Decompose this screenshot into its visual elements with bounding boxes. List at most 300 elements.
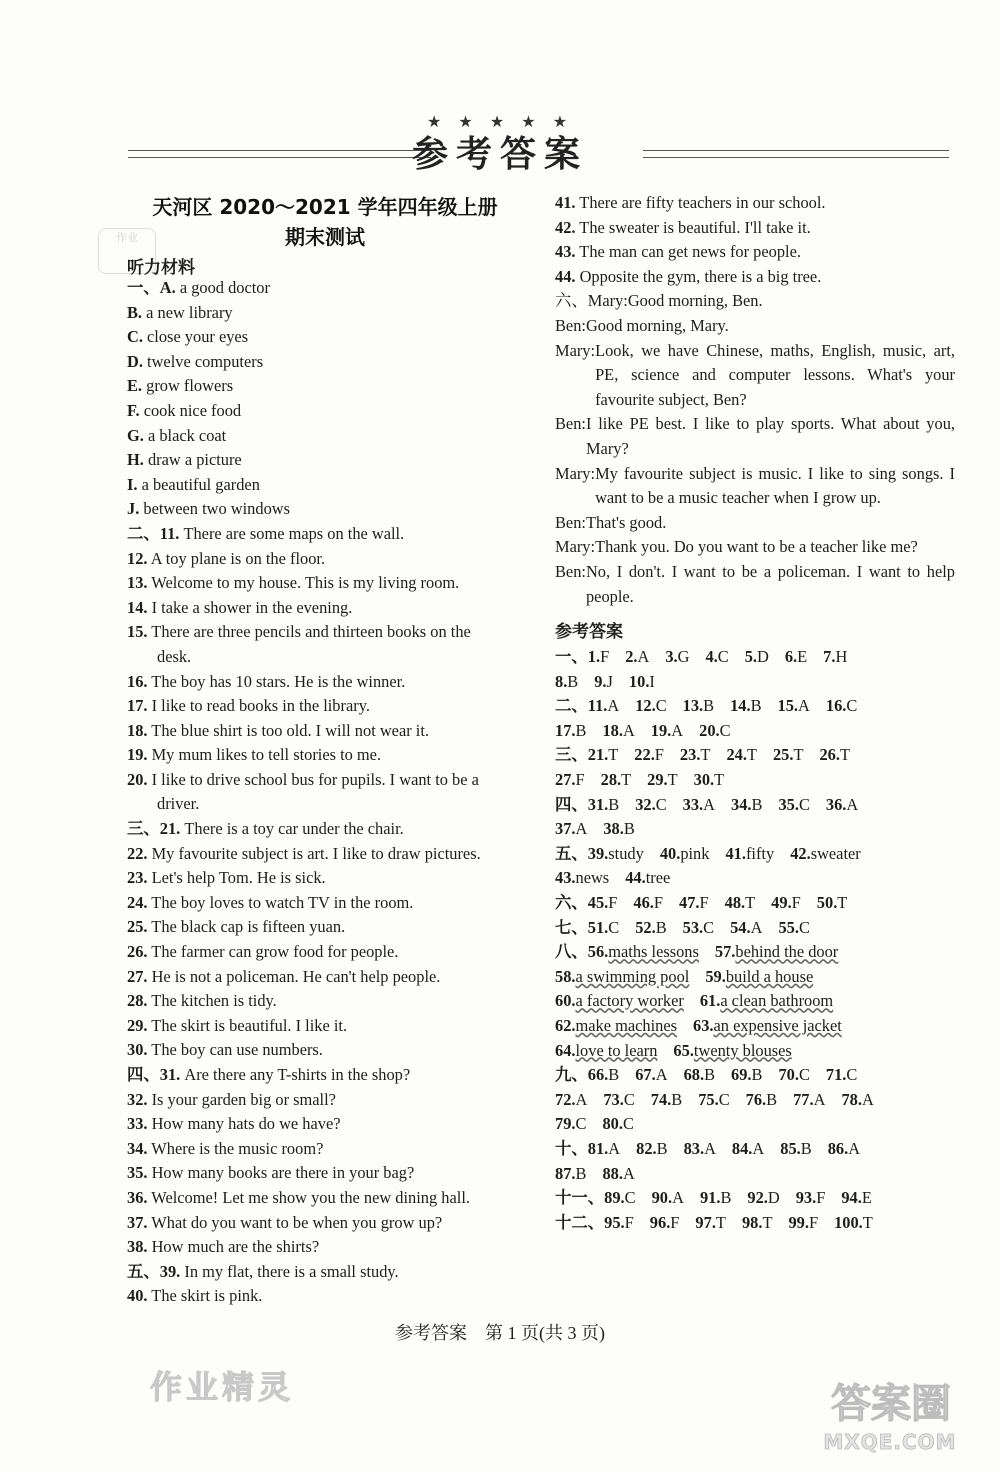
answer-row xyxy=(555,768,955,793)
answer-number: 67. xyxy=(635,1065,656,1085)
answer-item xyxy=(715,940,838,965)
answer-number: 二、11. xyxy=(555,696,608,716)
item-text: draw a picture xyxy=(143,450,242,470)
answer-number: 59. xyxy=(705,966,726,986)
answer-number: 26. xyxy=(819,745,840,765)
answer-value: C xyxy=(717,647,729,667)
answer-value: a clean bathroom xyxy=(720,991,834,1011)
answer-item xyxy=(636,1137,667,1162)
item-text: The farmer can grow food for people. xyxy=(147,942,399,962)
answer-value: B xyxy=(704,1065,715,1085)
listening-line xyxy=(127,473,527,498)
answer-item xyxy=(745,645,769,670)
answer-item xyxy=(826,694,857,719)
answer-number: 52. xyxy=(635,917,656,937)
item-number: C. xyxy=(127,327,143,347)
listening-line xyxy=(555,191,955,216)
answer-value: B xyxy=(567,671,579,691)
answer-number: 3. xyxy=(665,647,678,667)
answer-item xyxy=(555,1039,657,1064)
item-text: There are three pencils and thirteen books on the xyxy=(147,622,471,642)
answer-value: C xyxy=(655,696,667,716)
speaker: Mary: xyxy=(555,537,596,557)
answer-item xyxy=(730,694,761,719)
answer-number: 97. xyxy=(695,1212,716,1232)
utterance: Good morning, Mary. xyxy=(585,315,729,335)
answer-item xyxy=(555,866,609,891)
answer-number: 25. xyxy=(772,745,794,765)
answer-value: tree xyxy=(645,868,671,888)
answer-number: 50. xyxy=(816,893,838,913)
answer-item xyxy=(695,1211,726,1236)
answer-item xyxy=(817,891,848,916)
item-text: The boy loves to watch TV in the room. xyxy=(147,892,414,912)
item-text: Welcome! Let me show you the new dining hall. xyxy=(147,1187,470,1207)
utterance: My favourite subject is music. I like to sing songs. I want to be a music teacher when I grow up. xyxy=(595,463,955,508)
item-text: The skirt is beautiful. I like it. xyxy=(147,1015,348,1035)
answer-value: a swimming pool xyxy=(575,966,690,986)
answer-number: 15. xyxy=(777,696,799,716)
answer-number: 74. xyxy=(650,1089,672,1109)
item-number: 34. xyxy=(127,1138,148,1158)
answer-row xyxy=(555,989,955,1014)
answer-value: F xyxy=(816,1188,826,1208)
answer-item xyxy=(555,670,578,695)
section-title xyxy=(110,192,540,252)
answer-item xyxy=(828,1137,860,1162)
item-number: 41. xyxy=(555,193,576,212)
answer-item xyxy=(555,817,587,842)
answer-number: 72. xyxy=(555,1089,576,1109)
answer-number: 13. xyxy=(682,696,704,716)
answer-value: T xyxy=(608,745,619,765)
answer-number: 20. xyxy=(699,720,720,740)
item-text: There are some maps on the wall. xyxy=(179,523,405,543)
answer-item xyxy=(790,842,861,867)
answer-item xyxy=(698,1088,729,1113)
answer-value: H xyxy=(835,647,848,667)
answer-value: twenty blouses xyxy=(693,1040,792,1060)
answer-value: T xyxy=(793,745,804,765)
answer-value: B xyxy=(608,1065,620,1085)
answer-item xyxy=(726,743,757,768)
item-number: 五、39. xyxy=(127,1261,181,1281)
listening-line xyxy=(127,1161,527,1186)
item-text: The kitchen is tidy. xyxy=(147,991,277,1011)
listening-line xyxy=(127,276,527,301)
answer-number: 41. xyxy=(725,843,746,863)
answer-value: C xyxy=(608,917,620,937)
answer-number: 42. xyxy=(790,843,811,863)
answer-item xyxy=(742,1211,773,1236)
item-text: I like to drive school bus for pupils. I want to be a xyxy=(147,769,479,789)
answer-number: 80. xyxy=(602,1114,623,1134)
answer-row xyxy=(555,670,955,695)
answer-value: build a house xyxy=(725,966,814,986)
answer-value: A xyxy=(672,1188,684,1208)
listening-line xyxy=(127,842,527,867)
answer-item xyxy=(793,1088,825,1113)
answer-value: T xyxy=(667,770,678,790)
answer-number: 75. xyxy=(698,1089,719,1109)
answer-value: C xyxy=(623,1089,635,1109)
listening-line xyxy=(555,216,955,241)
item-text: What do you want to be when you grow up? xyxy=(147,1212,443,1232)
item-text: driver. xyxy=(157,794,200,814)
listening-line xyxy=(127,719,527,744)
answer-number: 54. xyxy=(730,917,751,937)
answer-row xyxy=(555,916,955,941)
answer-item xyxy=(625,645,649,670)
answer-value: an expensive jacket xyxy=(713,1016,842,1035)
answer-item xyxy=(629,670,655,695)
answer-value: C xyxy=(624,1188,636,1208)
answer-value: D xyxy=(767,1188,780,1208)
answer-value: C xyxy=(718,1089,730,1109)
answer-value: T xyxy=(621,770,632,790)
answer-value: C xyxy=(798,917,810,937)
listening-line xyxy=(127,989,527,1014)
item-number: 32. xyxy=(127,1089,148,1109)
answer-item xyxy=(700,989,833,1014)
answer-value: news xyxy=(575,868,610,888)
answer-number: 96. xyxy=(649,1212,671,1232)
item-number: 19. xyxy=(127,745,148,765)
answer-value: A xyxy=(608,1138,621,1158)
utterance: Good morning, Ben. xyxy=(627,291,763,311)
answer-item xyxy=(633,891,663,916)
answer-value: A xyxy=(671,720,684,740)
listening-line xyxy=(127,1038,527,1063)
answer-row xyxy=(555,965,955,990)
answer-number: 87. xyxy=(555,1163,576,1183)
answer-row xyxy=(555,1211,955,1236)
answer-value: T xyxy=(862,1212,873,1232)
answer-number: 19. xyxy=(650,720,672,740)
answer-item xyxy=(788,1211,818,1236)
answer-number: 46. xyxy=(633,893,654,913)
answer-number: 100. xyxy=(834,1212,863,1232)
answer-item xyxy=(555,645,609,670)
decorative-stars: ★ ★ ★ ★ ★ xyxy=(426,112,574,131)
item-text: He is not a policeman. He can't help people. xyxy=(147,966,441,986)
right-column xyxy=(555,191,955,1235)
item-text: How many books are there in your bag? xyxy=(147,1163,415,1183)
answer-item xyxy=(826,793,858,818)
answer-item xyxy=(796,1186,826,1211)
answer-value: A xyxy=(622,1163,635,1183)
answer-number: 53. xyxy=(682,917,704,937)
answer-row xyxy=(555,645,955,670)
answer-item xyxy=(819,743,850,768)
dialogue-line xyxy=(555,560,955,609)
answer-item xyxy=(652,1186,684,1211)
item-text: Are there any T-shirts in the shop? xyxy=(180,1065,411,1084)
answer-number: 一、1. xyxy=(555,647,601,667)
answer-number: 30. xyxy=(693,770,715,790)
item-number: 35. xyxy=(127,1163,148,1183)
item-text: close your eyes xyxy=(142,327,249,347)
answer-item xyxy=(660,842,710,867)
answer-number: 71. xyxy=(825,1065,847,1085)
answer-value: T xyxy=(762,1212,773,1232)
answer-item xyxy=(625,866,670,891)
answer-value: F xyxy=(699,893,709,913)
answer-number: 92. xyxy=(747,1188,768,1208)
answer-item xyxy=(780,1137,811,1162)
item-text: There is a toy car under the chair. xyxy=(180,819,404,839)
answer-number: 34. xyxy=(731,794,752,814)
answer-number: 70. xyxy=(778,1065,799,1085)
answer-value: B xyxy=(623,819,635,839)
listening-line xyxy=(555,265,955,290)
answer-number: 十一、89. xyxy=(555,1188,625,1208)
item-number: E. xyxy=(127,376,143,396)
answer-item xyxy=(834,1211,873,1236)
answer-item xyxy=(778,694,810,719)
answer-item xyxy=(651,719,683,744)
answer-value: F xyxy=(608,893,618,913)
item-number: H. xyxy=(127,450,144,470)
answer-value: B xyxy=(656,1138,668,1158)
item-number: 40. xyxy=(127,1286,148,1306)
answer-item xyxy=(555,743,618,768)
answer-number: 55. xyxy=(778,917,799,937)
dialogue-line xyxy=(555,314,955,339)
answer-item xyxy=(684,1063,715,1088)
listening-line xyxy=(127,645,527,670)
answer-item xyxy=(555,916,619,941)
answer-item xyxy=(665,645,689,670)
item-text: The man can get news for people. xyxy=(575,242,801,262)
answer-number: 5. xyxy=(744,647,758,667)
item-text: Is your garden big or small? xyxy=(147,1089,336,1109)
item-number: I. xyxy=(127,474,138,494)
answer-item xyxy=(635,694,666,719)
answer-item xyxy=(747,1186,779,1211)
listening-line xyxy=(127,768,527,793)
item-number: 30. xyxy=(127,1040,148,1060)
answer-number: 86. xyxy=(827,1138,849,1158)
answer-number: 七、51. xyxy=(555,917,609,937)
listening-line xyxy=(127,891,527,916)
answer-value: A xyxy=(861,1089,874,1109)
answer-number: 22. xyxy=(634,745,655,765)
listening-line xyxy=(127,522,527,547)
dialogue-line xyxy=(555,535,955,560)
answer-number: 18. xyxy=(602,720,623,740)
answer-value: love to learn xyxy=(575,1040,658,1060)
item-number: 33. xyxy=(127,1114,148,1134)
answer-value: G xyxy=(677,647,690,667)
listening-line xyxy=(127,1186,527,1211)
answer-value: T xyxy=(839,745,850,765)
item-text: The black cap is fifteen yuan. xyxy=(147,917,346,937)
answer-number: 44. xyxy=(625,868,646,888)
page-title: 参考答案 xyxy=(411,134,588,175)
answer-number: 四、31. xyxy=(555,794,609,814)
dialogue xyxy=(555,289,955,609)
answer-item xyxy=(601,768,632,793)
answer-value: A xyxy=(703,794,715,814)
item-number: F. xyxy=(127,400,140,420)
listening-column-left xyxy=(127,276,527,1309)
item-number: 27. xyxy=(127,966,148,986)
listening-line xyxy=(127,694,527,719)
answer-item xyxy=(705,645,728,670)
answer-value: J xyxy=(606,671,613,691)
answer-item xyxy=(679,891,709,916)
answer-number: 73. xyxy=(603,1089,624,1109)
answer-item xyxy=(635,793,666,818)
answer-item xyxy=(555,768,585,793)
answer-value: T xyxy=(746,745,757,765)
answer-number: 12. xyxy=(635,696,656,716)
answer-number: 98. xyxy=(741,1212,763,1232)
answer-number: 82. xyxy=(636,1138,657,1158)
answer-value: D xyxy=(757,647,769,667)
answer-item xyxy=(555,842,644,867)
item-text: a black coat xyxy=(143,425,227,445)
answer-value: F xyxy=(600,647,610,667)
answer-value: a factory worker xyxy=(575,991,684,1011)
listening-line xyxy=(127,1137,527,1162)
answer-number: 十、81. xyxy=(555,1138,609,1158)
answer-item xyxy=(778,1063,809,1088)
item-number: 13. xyxy=(127,573,148,593)
answer-number: 六、45. xyxy=(555,893,609,913)
section-title-line1: 天河区 2020～2021 学年四年级上册 xyxy=(152,195,498,219)
answer-value: A xyxy=(752,1138,765,1158)
listening-line xyxy=(555,240,955,265)
item-text: The blue shirt is too old. I will not wear it. xyxy=(147,720,429,740)
answer-value: I xyxy=(649,671,655,691)
item-number: 二、11. xyxy=(127,523,180,543)
answer-item xyxy=(603,817,634,842)
answer-number: 65. xyxy=(673,1040,694,1060)
answer-value: C xyxy=(798,1065,810,1085)
item-text: Let's help Tom. He is sick. xyxy=(147,868,326,888)
answer-item xyxy=(650,1211,680,1236)
answer-item xyxy=(647,768,678,793)
answer-item xyxy=(602,1162,634,1187)
dialogue-line xyxy=(555,339,955,413)
answer-value: B xyxy=(751,1065,763,1085)
listening-continued xyxy=(555,191,955,289)
answer-value: A xyxy=(750,917,763,937)
listening-line xyxy=(127,448,527,473)
listening-line xyxy=(127,866,527,891)
answer-number: 16. xyxy=(825,696,847,716)
answer-number: 37. xyxy=(555,819,576,839)
answer-item xyxy=(732,1137,764,1162)
listening-line xyxy=(127,374,527,399)
speaker: Ben: xyxy=(555,414,586,434)
listening-line xyxy=(127,792,527,817)
answer-item xyxy=(635,1063,667,1088)
answer-item xyxy=(730,916,762,941)
listening-line xyxy=(127,350,527,375)
item-text: The skirt is pink. xyxy=(147,1286,263,1306)
answer-number: 36. xyxy=(825,794,847,814)
answer-value: F xyxy=(575,770,585,790)
answer-number: 90. xyxy=(651,1188,673,1208)
item-text: Welcome to my house. This is my living room. xyxy=(147,573,460,593)
answer-item xyxy=(594,670,613,695)
answer-number: 62. xyxy=(555,1016,576,1035)
answer-number: 7. xyxy=(823,647,836,667)
speaker: Ben: xyxy=(555,315,586,335)
answer-item xyxy=(555,1088,587,1113)
item-number: 15. xyxy=(127,622,148,642)
answer-value: behind the door xyxy=(735,942,839,962)
listening-line xyxy=(127,940,527,965)
answer-row xyxy=(555,719,955,744)
answer-number: 十二、95. xyxy=(555,1212,625,1232)
listening-line xyxy=(127,817,527,842)
item-text: How much are the shirts? xyxy=(147,1237,320,1257)
answer-number: 40. xyxy=(659,843,681,863)
answer-item xyxy=(693,1014,842,1039)
listening-line xyxy=(127,1063,527,1088)
listening-line xyxy=(127,1260,527,1285)
speaker: 六、Mary: xyxy=(555,291,628,311)
listening-heading: 听力材料 xyxy=(127,258,195,278)
answer-item xyxy=(634,743,664,768)
item-number: 23. xyxy=(127,868,148,888)
stamp-watermark: 作业 xyxy=(98,228,156,274)
answer-number: 10. xyxy=(628,671,650,691)
item-text: grow flowers xyxy=(142,376,234,396)
speaker: Ben: xyxy=(555,512,586,532)
answer-value: maths lessons xyxy=(608,942,699,962)
answer-value: sweater xyxy=(810,843,861,863)
answer-item xyxy=(731,793,762,818)
answer-value: C xyxy=(703,917,715,937)
answer-item xyxy=(555,793,619,818)
answer-value: T xyxy=(715,1212,726,1232)
item-number: G. xyxy=(127,425,144,445)
answer-value: fifty xyxy=(745,843,775,863)
answer-number: 48. xyxy=(724,893,746,913)
item-number: 17. xyxy=(127,696,148,716)
answer-row xyxy=(555,1039,955,1064)
answer-row xyxy=(555,1137,955,1162)
answer-number: 17. xyxy=(555,720,576,740)
listening-line xyxy=(127,620,527,645)
answer-value: B xyxy=(608,794,620,814)
answer-value: T xyxy=(837,893,848,913)
answer-number: 78. xyxy=(841,1089,862,1109)
answer-item xyxy=(841,1088,873,1113)
answer-row xyxy=(555,1186,955,1211)
answer-item xyxy=(603,1088,634,1113)
item-number: 18. xyxy=(127,720,148,740)
answer-number: 76. xyxy=(745,1089,767,1109)
answer-value: B xyxy=(655,917,667,937)
answer-number: 九、66. xyxy=(555,1065,609,1085)
answer-item xyxy=(826,1063,857,1088)
listening-line xyxy=(127,571,527,596)
item-text: The sweater is beautiful. I'll take it. xyxy=(575,217,811,237)
answer-item xyxy=(683,694,714,719)
listening-line xyxy=(127,670,527,695)
item-text: Opposite the gym, there is a big tree. xyxy=(575,266,822,286)
listening-line xyxy=(127,301,527,326)
answer-value: C xyxy=(719,720,731,740)
answer-value: F xyxy=(791,893,801,913)
item-number: 一、A. xyxy=(127,278,176,297)
